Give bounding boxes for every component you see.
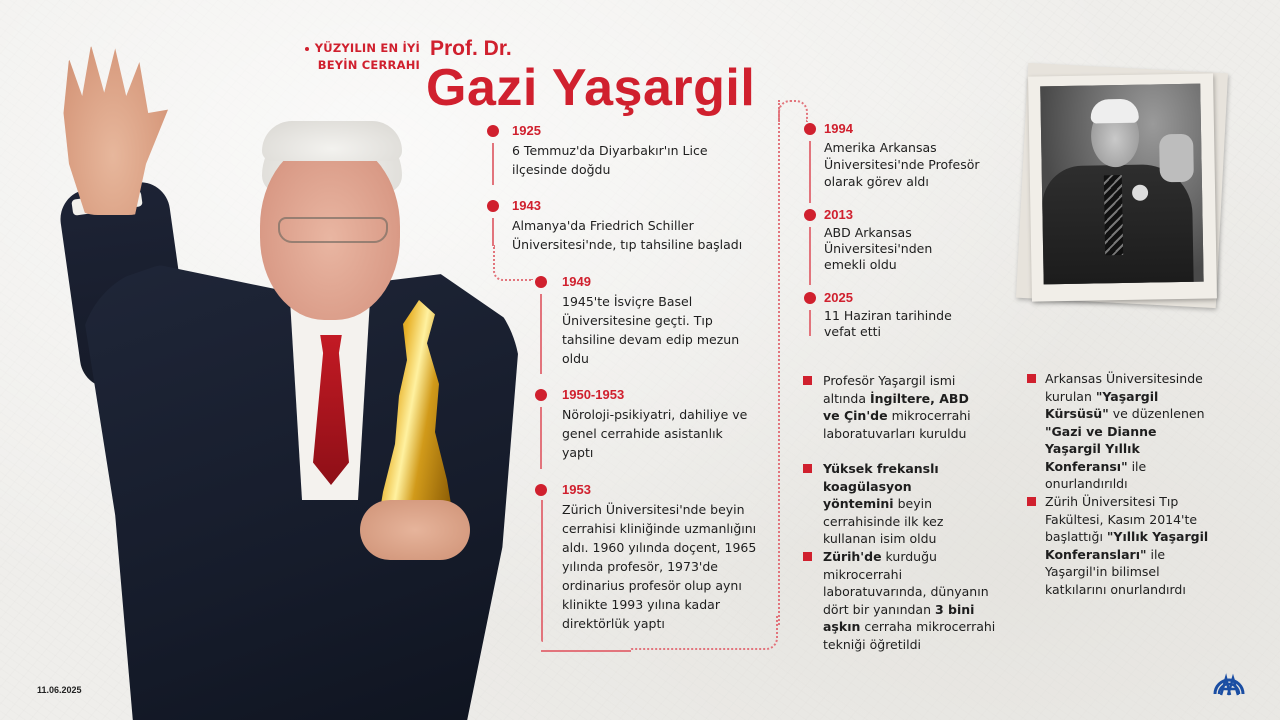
timeline-line — [492, 143, 494, 185]
fact-text-part: ile onurlandırıldı — [1045, 458, 1147, 491]
title-prefix: Prof. Dr. — [430, 37, 512, 60]
fact-text-bold: "Yıllık Yaşargil Konferansları" — [1045, 529, 1209, 562]
timeline-year: 1950-1953 — [562, 387, 625, 402]
timeline-line — [809, 310, 811, 336]
bw-portrait-photo — [1040, 84, 1203, 285]
timeline-item-1925 — [512, 123, 742, 179]
timeline-text: 11 Haziran tarihinde vefat etti — [824, 308, 952, 339]
fact-marker-icon — [1027, 374, 1036, 383]
timeline-item-1950-1953 — [562, 387, 752, 462]
timeline-line — [541, 650, 631, 652]
photo-hair — [1090, 99, 1138, 124]
timeline-text: 6 Temmuz'da Diyarbakır'ın Lice ilçesinde doğdu — [512, 143, 708, 177]
fact-marker-icon — [803, 464, 812, 473]
fact-text-bold: "Gazi ve Dianne Yaşargil Yıllık Konferansı" — [1045, 423, 1157, 474]
portrait-glasses — [278, 217, 388, 243]
timeline-marker-icon — [535, 276, 547, 288]
timeline-year: 1953 — [562, 482, 591, 497]
secondary-photo-frame — [1028, 73, 1217, 301]
fact-text-part: ve düzenlenen — [1108, 406, 1205, 421]
fact-marker-icon — [803, 376, 812, 385]
fact-item — [1027, 370, 1212, 493]
fact-text — [1045, 370, 1212, 493]
fact-text — [1045, 493, 1212, 598]
timeline-item-1994 — [824, 121, 1004, 190]
fact-text-part: mikrocerrahi laboratuvarları kuruldu — [823, 408, 971, 441]
timeline-marker-icon — [487, 125, 499, 137]
timeline-year: 1925 — [512, 123, 541, 138]
fact-text-bold: Zürih'de — [823, 549, 882, 564]
timeline-line — [492, 218, 494, 246]
timeline-item-1953 — [562, 482, 762, 633]
bullet-dot-icon — [305, 47, 309, 51]
fact-text — [823, 548, 1003, 653]
page-title: Gazi Yaşargil — [426, 59, 756, 117]
timeline-text: ABD Arkansas Üniversitesi'nden emekli oldu — [824, 225, 933, 272]
fact-item — [1027, 493, 1212, 598]
timeline-line — [541, 500, 543, 642]
aa-logo-icon — [1212, 664, 1246, 696]
timeline-marker-icon — [804, 209, 816, 221]
fact-text — [823, 372, 983, 442]
fact-text-part: ile Yaşargil'in bilimsel katkılarını onurlandırdı — [1045, 546, 1186, 597]
timeline-marker-icon — [804, 123, 816, 135]
portrait-hair-top — [262, 121, 402, 161]
timeline-marker-icon — [535, 389, 547, 401]
timeline-line — [809, 141, 811, 203]
fact-marker-icon — [1027, 497, 1036, 506]
timeline-year: 1994 — [824, 121, 853, 136]
fact-item — [803, 372, 983, 442]
timeline-line — [809, 227, 811, 285]
main-portrait-photo — [50, 45, 510, 720]
timeline-year: 1949 — [562, 274, 591, 289]
photo-waving-hand — [1159, 134, 1194, 183]
fact-text — [823, 460, 983, 548]
fact-text-part: beyin cerrahisinde ilk kez kullanan isim oldu — [823, 496, 944, 546]
fact-marker-icon — [803, 552, 812, 561]
timeline-line — [540, 294, 542, 374]
trophy-hand — [360, 500, 470, 560]
timeline-text: Amerika Arkansas Üniversitesi'nde Profesör olarak görev aldı — [824, 140, 980, 189]
fact-text-part: Profesör Yaşargil ismi altında — [823, 373, 956, 406]
fact-item — [803, 548, 1003, 653]
publish-date: 11.06.2025 — [37, 685, 82, 695]
fact-text-part: kurduğu mikrocerrahi laboratuvarında, dünyanın dört bir yanından — [823, 549, 989, 617]
timeline-connector — [778, 100, 808, 122]
timeline-text: 1945'te İsviçre Basel Üniversitesine geçti. Tıp tahsiline devam edip mezun oldu — [562, 294, 740, 366]
timeline-marker-icon — [535, 484, 547, 496]
timeline-text: Nöroloji-psikiyatri, dahiliye ve genel cerrahide asistanlık yaptı — [562, 407, 748, 460]
fact-text-part: Arkansas Üniversitesinde kurulan — [1045, 371, 1203, 404]
fact-text-bold: 3 bini aşkın — [823, 601, 975, 634]
subtitle-line2: BEYİN CERRAHI — [317, 58, 420, 72]
fact-item — [803, 460, 983, 548]
timeline-year: 1943 — [512, 198, 541, 213]
fact-text-bold: "Yaşargil Kürsüsü" — [1045, 388, 1159, 421]
timeline-text: Zürich Üniversitesi'nde beyin cerrahisi kliniğinde uzmanlığını aldı. 1960 yılında doçent, 1965 yılında profesör, 1973'de ordinarius profesör olup aynı klinikte 1993 yılına kadar direktörlük yaptı — [562, 502, 757, 631]
timeline-year: 2025 — [824, 290, 853, 305]
timeline-marker-icon — [487, 200, 499, 212]
timeline-year: 2013 — [824, 207, 853, 222]
timeline-item-1943 — [512, 198, 762, 254]
timeline-item-1949 — [562, 274, 742, 368]
timeline-item-2025 — [824, 290, 974, 340]
fact-text-bold: Yüksek frekanslı koagülasyon yöntemini — [823, 461, 939, 511]
timeline-connector — [778, 100, 780, 625]
timeline-marker-icon — [804, 292, 816, 304]
timeline-item-2013 — [824, 207, 944, 273]
fact-text-part: cerraha mikrocerrahi tekniği öğretildi — [823, 619, 996, 652]
subtitle-line1: YÜZYILIN EN İYİ — [314, 41, 420, 55]
fact-text-part: Zürih Üniversitesi Tıp Fakültesi, Kasım 2014'te başlattığı — [1045, 494, 1198, 544]
timeline-text: Almanya'da Friedrich Schiller Üniversitesi'nde, tıp tahsiline başladı — [512, 218, 743, 252]
subtitle — [288, 40, 420, 74]
timeline-line — [540, 407, 542, 469]
fact-text-bold: İngiltere, ABD ve Çin'de — [823, 390, 969, 423]
photo-tie — [1104, 175, 1123, 255]
